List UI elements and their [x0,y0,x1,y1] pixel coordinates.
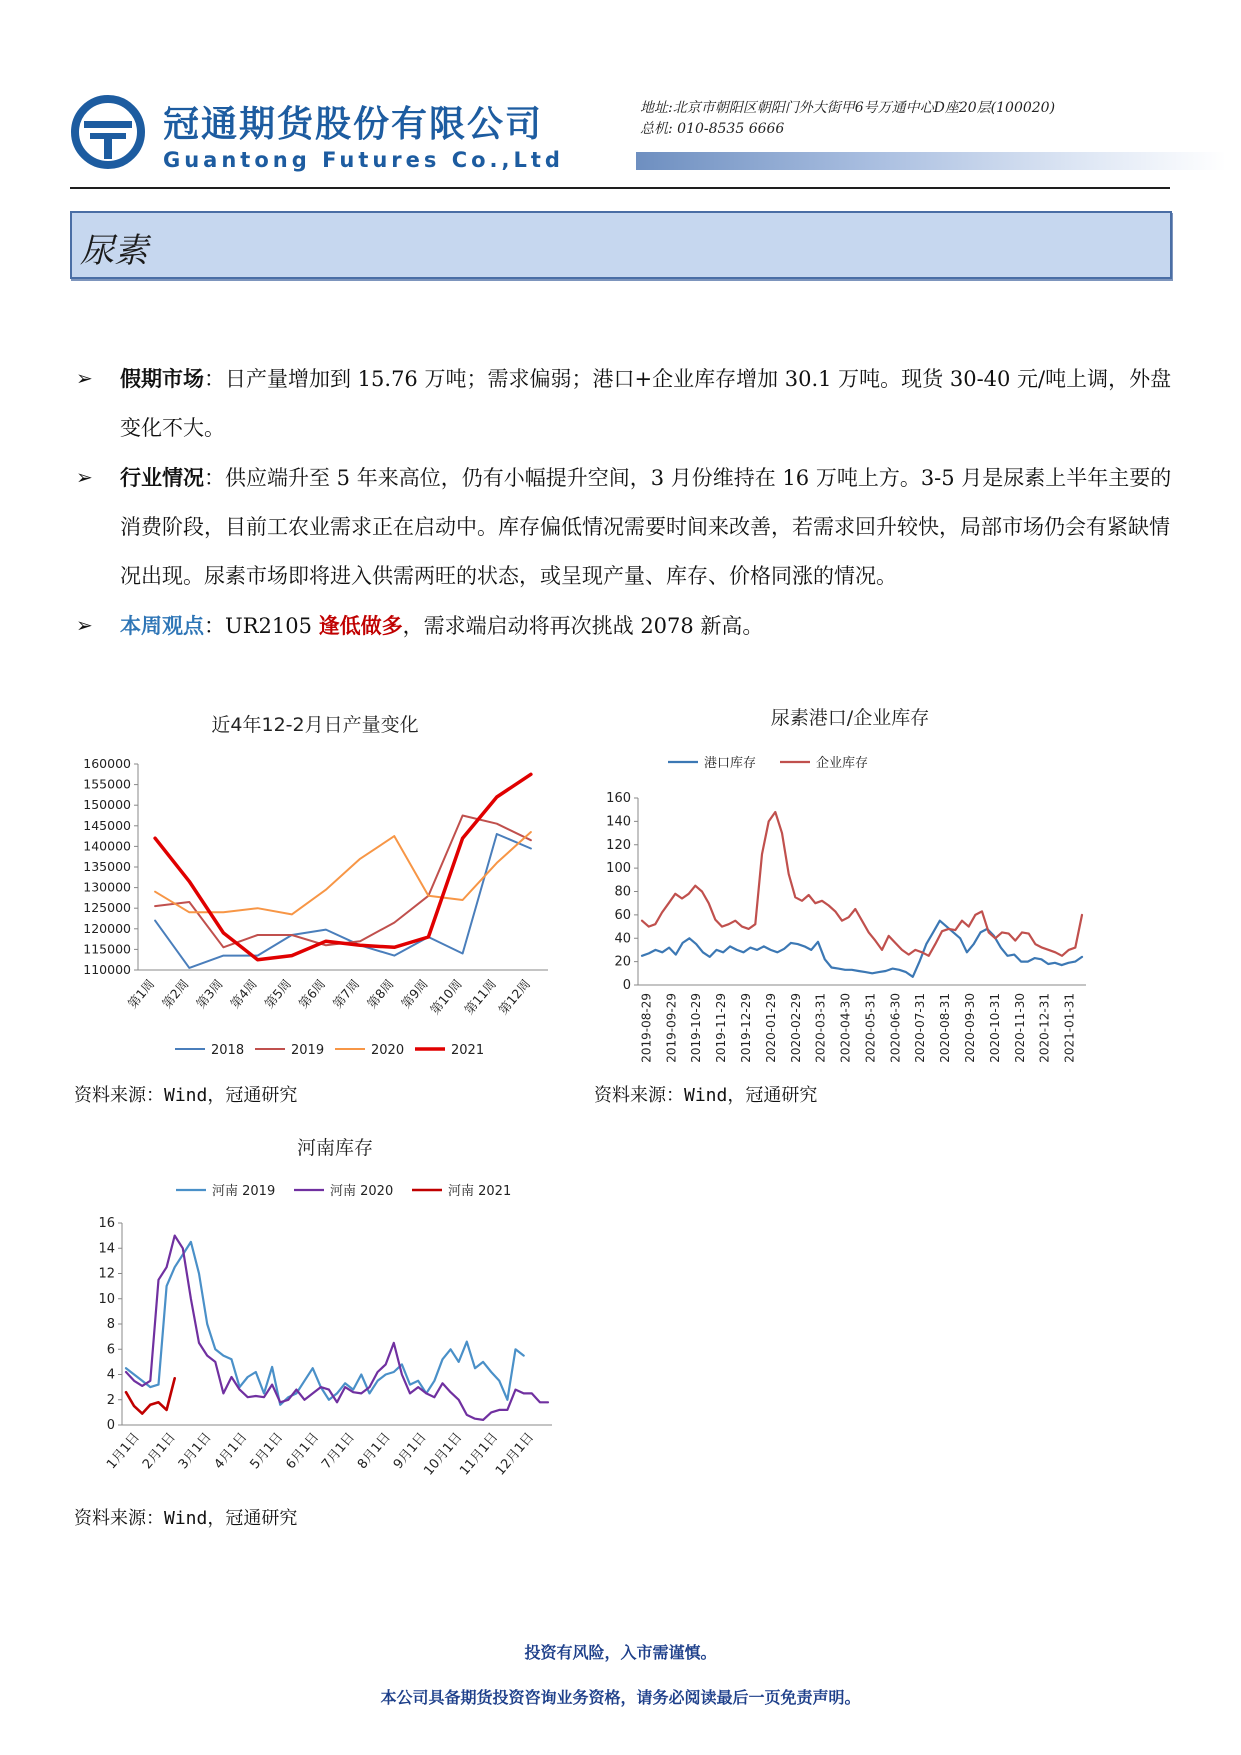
company-address: 地址:北京市朝阳区朝阳门外大街甲6号万通中心D座20层(100020) [640,100,1056,116]
x-tick-label: 第8周 [363,976,397,1012]
series-line [155,832,531,914]
x-tick-label: 第1周 [124,976,158,1012]
chart-port-enterprise-inventory [590,700,1110,1065]
x-tick-label: 第11周 [461,976,500,1018]
legend-label: 企业库存 [816,756,869,771]
chart-daily-output [70,705,570,1065]
x-tick-label: 2020-05-31 [863,993,878,1063]
x-tick-label: 2020-02-29 [788,993,803,1063]
x-tick-label: 第6周 [295,976,329,1012]
series-line [155,816,531,948]
bullet-sep: ： [204,614,225,638]
header-divider [70,187,1170,189]
source-note: 资料来源：Wind，冠通研究 [74,1508,298,1529]
y-tick-label: 2 [106,1392,115,1408]
x-tick-label: 第5周 [261,976,295,1012]
x-tick-label: 2020-11-30 [1012,993,1027,1063]
x-tick-label: 第7周 [329,976,363,1012]
y-tick-label: 140 [606,814,631,830]
bullet-item [74,453,1174,601]
legend-label: 2018 [211,1043,245,1058]
x-tick-label: 第2周 [158,976,192,1012]
x-tick-label: 2020-12-31 [1037,993,1052,1063]
series-line [126,1378,175,1413]
y-tick-label: 80 [614,884,631,900]
legend-label: 2021 [451,1043,485,1058]
legend-label: 港口库存 [704,756,757,771]
series-line [642,921,1082,977]
legend-label: 2020 [371,1043,405,1058]
y-tick-label: 120 [606,837,631,853]
bullet-label: 本周观点 [120,613,204,638]
x-tick-label: 2020-08-31 [938,993,953,1063]
x-tick-label: 2019-10-29 [689,993,704,1063]
y-tick-label: 14 [98,1241,115,1257]
x-tick-label: 2020-01-29 [763,993,778,1063]
y-tick-label: 100 [606,861,631,877]
y-tick-label: 115000 [83,941,131,957]
chart-henan-inventory [70,1128,580,1493]
page-header [70,90,1170,190]
x-tick-label: 6月1日 [283,1429,323,1473]
x-tick-label: 1月1日 [104,1429,143,1473]
header-gradient-bar [636,152,1226,170]
chart-title: 河南库存 [296,1137,374,1159]
company-logo-icon [70,94,146,170]
x-tick-label: 第4周 [227,976,260,1012]
chart-title: 尿素港口/企业库存 [770,707,930,729]
bullet-arrow-icon: ➢ [76,366,93,390]
bullet-highlight: 逢低做多 [318,613,403,638]
y-tick-label: 4 [106,1367,115,1383]
x-tick-label: 2月1日 [139,1429,179,1473]
legend-label: 河南 2021 [448,1184,512,1199]
y-tick-label: 120000 [83,920,131,936]
bullet-label: 假期市场 [120,366,204,391]
y-tick-label: 140000 [83,838,131,854]
bullet-text: ，需求端启动将再次挑战 2078 新高。 [402,614,764,638]
y-tick-label: 160000 [83,756,131,771]
series-line [642,812,1082,956]
x-tick-label: 2020-04-30 [838,993,853,1063]
y-tick-label: 135000 [83,859,131,874]
y-tick-label: 150000 [83,797,131,813]
company-contact [640,98,1055,140]
x-tick-label: 第9周 [398,976,431,1012]
bullet-label: 行业情况 [120,465,204,490]
legend-label: 河南 2019 [212,1184,276,1199]
y-tick-label: 155000 [83,776,131,792]
y-tick-label: 110000 [83,962,131,977]
x-tick-label: 12月1日 [492,1429,538,1479]
company-name-cn: 冠通期货股份有限公司 [163,104,544,145]
x-tick-label: 9月1日 [390,1429,430,1473]
y-tick-label: 125000 [83,900,131,916]
x-tick-label: 2019-09-29 [664,993,679,1063]
y-tick-label: 130000 [83,879,131,895]
x-tick-label: 2020-03-31 [813,993,828,1063]
series-line [155,834,531,968]
legend-label: 2019 [291,1043,325,1058]
bullet-item [74,354,1174,453]
y-tick-label: 60 [614,907,631,923]
x-tick-label: 5月1日 [247,1429,287,1473]
bullet-list [74,354,1174,651]
x-tick-label: 2019-12-29 [739,993,753,1063]
source-note: 资料来源：Wind，冠通研究 [74,1085,298,1106]
bullet-arrow-icon: ➢ [76,465,93,489]
x-tick-label: 2019-11-29 [714,993,729,1063]
bullet-sep: ： [204,367,225,391]
company-name-en: Guantong Futures Co.,Ltd [163,148,564,172]
x-tick-label: 第10周 [427,976,465,1018]
bullet-text: UR2105 [225,614,319,638]
x-tick-label: 2020-07-31 [913,993,928,1063]
source-note: 资料来源：Wind，冠通研究 [594,1085,818,1106]
x-tick-label: 第12周 [495,976,534,1018]
y-tick-label: 160 [606,791,631,806]
y-tick-label: 12 [98,1266,115,1282]
legend-label: 河南 2020 [330,1184,394,1199]
bullet-item [74,601,1174,651]
y-tick-label: 40 [614,931,631,947]
x-tick-label: 2020-09-30 [963,993,977,1063]
y-tick-label: 20 [614,954,631,970]
x-tick-label: 第3周 [193,976,226,1012]
y-tick-label: 145000 [83,817,131,833]
section-title: 尿素 [80,231,148,271]
x-tick-label: 2020-10-31 [987,993,1002,1063]
x-tick-label: 11月1日 [457,1429,502,1479]
x-tick-label: 10月1日 [421,1429,466,1479]
footer-risk-warning: 投资有风险，入市需谨慎。 [524,1643,717,1662]
y-tick-label: 0 [622,978,631,993]
x-tick-label: 4月1日 [211,1429,251,1473]
x-tick-label: 3月1日 [175,1429,215,1473]
y-tick-label: 10 [98,1291,115,1307]
chart-title: 近4年12-2月日产量变化 [211,714,419,736]
section-title-box [70,211,1172,279]
company-phone: 总机: 010-8535 6666 [640,121,785,137]
x-tick-label: 7月1日 [319,1429,358,1473]
x-tick-label: 8月1日 [354,1429,394,1473]
y-tick-label: 6 [106,1342,115,1358]
bullet-arrow-icon: ➢ [76,613,93,637]
bullet-text: 日产量增加到 15.76 万吨；需求偏弱；港口+企业库存增加 30.1 万吨。现货 30-40 元/吨上调，外盘变化不大。 [120,367,1172,440]
x-tick-label: 2019-08-29 [639,993,654,1063]
y-tick-label: 16 [98,1216,115,1231]
x-tick-label: 2020-06-30 [888,993,903,1063]
bullet-sep: ： [204,466,225,490]
y-tick-label: 8 [106,1317,115,1332]
footer-disclaimer: 本公司具备期货投资咨询业务资格，请务必阅读最后一页免责声明。 [380,1688,861,1707]
y-tick-label: 0 [106,1418,115,1433]
bullet-text: 供应端升至 5 年来高位，仍有小幅提升空间，3 月份维持在 16 万吨上方。3-5 月是尿素上半年主要的消费阶段，目前工农业需求正在启动中。库存偏低情况需要时间来改善，若需求回升较快，局部市场仍会有紧缺情况出现。尿素市场即将进入供需两旺的状态，或呈现产量、库存、价格同涨的情况。 [120,466,1172,588]
x-tick-label: 2021-01-31 [1062,993,1077,1063]
